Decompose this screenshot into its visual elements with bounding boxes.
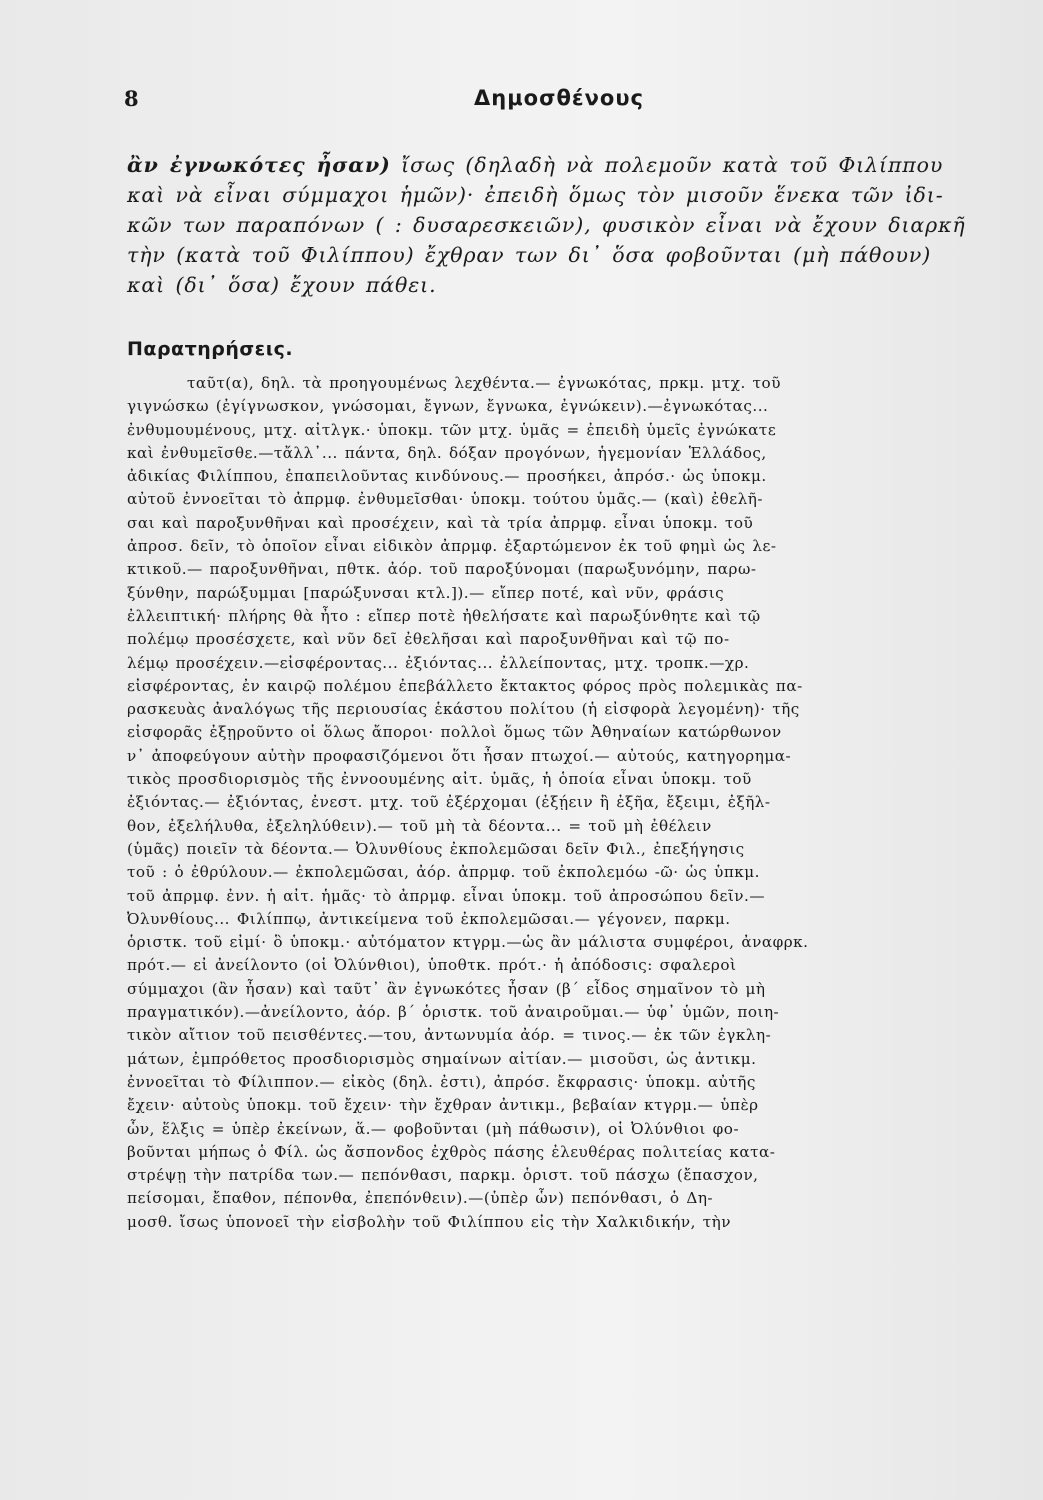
note-line: αὐτοῦ ἐννοεῖται τὸ ἀπρμφ. ἐνθυμεῖσθαι· ὑποκμ. τούτου ὑμᾶς.— (καὶ) ἐθελῆ- — [127, 490, 764, 509]
note-line: (ὑμᾶς) ποιεῖν τὰ δέοντα.— Ὀλυνθίους ἐκπολεμῶσαι δεῖν Φιλ., ἐπεξήγησις — [127, 839, 745, 858]
note-line: ἐνθυμουμένους, μτχ. αἰτλγκ.· ὑποκμ. τῶν μτχ. ὑμᾶς = ἐπειδὴ ὑμεῖς ἐγνώκατε — [127, 420, 777, 439]
note-line: τικὸς προσδιορισμὸς τῆς ἐννοουμένης αἰτ. ὑμᾶς, ἡ ὁποία εἶναι ὑποκμ. τοῦ — [127, 770, 752, 789]
note-line: μάτων, ἐμπρόθετος προσδιορισμὸς σημαίνων αἰτίαν.— μισοῦσι, ὡς ἀντικμ. — [127, 1049, 757, 1068]
note-line: κτικοῦ.— παροξυνθῆναι, πθτκ. ἀόρ. τοῦ παροξύνομαι (παρωξυνόμην, παρω- — [127, 560, 757, 579]
note-line: ἔχειν· αὐτοὺς ὑποκμ. τοῦ ἔχειν· τὴν ἔχθραν ἀντικμ., βεβαίαν κτγρμ.— ὑπὲρ — [127, 1096, 759, 1115]
note-line: μοσθ. ἴσως ὑπονοεῖ τὴν εἰσβολὴν τοῦ Φιλίππου εἰς τὴν Χαλκιδικήν, τὴν — [127, 1212, 731, 1231]
note-line: καὶ ἐνθυμεῖσθε.—τἄλλ᾽... πάντα, δηλ. δόξαν προγόνων, ἡγεμονίαν Ἑλλάδος, — [127, 443, 767, 462]
note-line: ρασκευὰς ἀναλόγως τῆς περιουσίας ἑκάστου πολίτου (ἡ εἰσφορὰ λεγομένη)· τῆς — [127, 700, 800, 719]
note-line: θον, ἐξελήλυθα, ἐξεληλύθειν).— τοῦ μὴ τὰ δέοντα... = τοῦ μὴ ἐθέλειν — [127, 816, 712, 835]
note-line: ἀδικίας Φιλίππου, ἐπαπειλοῦντας κινδύνους.— προσήκει, ἀπρόσ.· ὡς ὑποκμ. — [127, 467, 767, 486]
note-line: ὧν, ἕλξις = ὑπὲρ ἐκείνων, ἅ.— φοβοῦνται (μὴ πάθωσιν), οἱ Ὀλύνθιοι φο- — [127, 1119, 740, 1138]
note-line: ταῦτ(α), δηλ. τὰ προηγουμένως λεχθέντα.— ἐγνωκότας, πρκμ. μτχ. τοῦ — [187, 374, 781, 392]
note-line: τοῦ ἀπρμφ. ἐνν. ἡ αἰτ. ἡμᾶς· τὸ ἀπρμφ. εἶναι ὑποκμ. τοῦ ἀπροσώπου δεῖν.— — [127, 886, 766, 905]
note-line: πολέμῳ προσέσχετε, καὶ νῦν δεῖ ἐθελῆσαι καὶ παροξυνθῆναι καὶ τῷ πο- — [127, 630, 730, 649]
page-number: 8 — [124, 86, 139, 111]
text-line: καὶ (δι᾽ ὅσα) ἔχουν πάθει. — [127, 273, 437, 297]
text-span: ἴσως (δηλαδὴ νὰ πολεμοῦν κατὰ τοῦ Φιλίππου — [390, 153, 944, 177]
note-line: στρέψῃ τὴν πατρίδα των.— πεπόνθασι, παρκμ. ὁριστ. τοῦ πάσχω (ἔπασχον, — [127, 1166, 759, 1185]
section-heading: Παρατηρήσεις. — [127, 338, 294, 360]
note-line: σαι καὶ παροξυνθῆναι καὶ προσέχειν, καὶ τὰ τρία ἀπρμφ. εἶναι ὑποκμ. τοῦ — [127, 513, 754, 532]
text-line: τὴν (κατὰ τοῦ Φιλίππου) ἔχθραν των δι᾽ ὅσα φοβοῦνται (μὴ πάθουν) — [127, 243, 932, 267]
note-line: πείσομαι, ἔπαθον, πέπονθα, ἐπεπόνθειν).—(ὑπὲρ ὧν) πεπόνθασι, ὁ Δη- — [127, 1189, 714, 1208]
text-line: καὶ νὰ εἶναι σύμμαχοι ἡμῶν)· ἐπειδὴ ὅμως τὸν μισοῦν ἕνεκα τῶν ἰδι- — [127, 183, 944, 207]
text-line — [127, 150, 993, 180]
note-line: πρότ.— εἰ ἀνείλοντο (οἱ Ὀλύνθιοι), ὑποθτκ. πρότ.· ἡ ἀπόδοσις: σφαλεροὶ — [127, 956, 737, 975]
note-line: ἐννοεῖται τὸ Φίλιππον.— εἰκὸς (δηλ. ἐστι), ἀπρόσ. ἔκφρασις· ὑποκμ. αὐτῆς — [127, 1072, 756, 1091]
note-line: τοῦ : ὁ ἐθρύλουν.— ἐκπολεμῶσαι, ἀόρ. ἀπρμφ. τοῦ ἐκπολεμόω -ῶ· ὡς ὑπκμ. — [127, 863, 761, 882]
note-line: ἐλλειπτική· πλήρης θὰ ἦτο : εἴπερ ποτὲ ἠθελήσατε καὶ παρωξύνθητε καὶ τῷ — [127, 606, 761, 625]
note-line: πραγματικόν).—ἀνείλοντο, ἀόρ. β´ ὁριστκ. τοῦ ἀναιροῦμαι.— ὑφ᾽ ὑμῶν, ποιη- — [127, 1003, 780, 1022]
note-line: γιγνώσκω (ἐγίγνωσκον, γνώσομαι, ἔγνων, ἔγνωκα, ἐγνώκειν).—ἐγνωκότας... — [127, 397, 769, 416]
translation-paragraph — [127, 150, 993, 300]
note-line: εἰσφέροντας, ἐν καιρῷ πολέμου ἐπεβάλλετο ἔκτακτος φόρος πρὸς πολεμικὰς πα- — [127, 676, 803, 695]
note-line: βοῦνται μήπως ὁ Φίλ. ὡς ἄσπονδος ἐχθρὸς πάσης ἐλευθέρας πολιτείας κατα- — [127, 1142, 776, 1161]
note-line: ὁριστκ. τοῦ εἰμί· ὃ ὑποκμ.· αὐτόματον κτγρμ.—ὡς ἂν μάλιστα συμφέροι, ἀναφρκ. — [127, 933, 809, 952]
text-line: κῶν των παραπόνων ( : δυσαρεσκειῶν), φυσικὸν εἶναι νὰ ἔχουν διαρκῆ — [127, 213, 966, 237]
note-line: ν᾽ ἀποφεύγουν αὐτὴν προφασιζόμενοι ὅτι ἦσαν πτωχοί.— αὐτούς, κατηγορημα- — [127, 746, 792, 765]
page-header — [124, 86, 994, 116]
note-line: εἰσφορᾶς ἐξῃροῦντο οἱ ὅλως ἄποροι· πολλοὶ ὅμως τῶν Ἀθηναίων κατώρθωνον — [127, 723, 782, 742]
note-line: Ὀλυνθίους... Φιλίππῳ, ἀντικείμενα τοῦ ἐκπολεμῶσαι.— γέγονεν, παρκμ. — [127, 909, 731, 928]
note-line: ξύνθην, παρώξυμμαι [παρώξυνσαι κτλ.]).— εἴπερ ποτέ, καὶ νῦν, φράσις — [127, 583, 725, 602]
note-line: λέμῳ προσέχειν.—εἰσφέροντας... ἐξιόντας... ἐλλείποντας, μτχ. τροπκ.—χρ. — [127, 653, 750, 672]
notes-paragraph — [127, 372, 993, 1234]
note-line: σύμμαχοι (ἂν ἦσαν) καὶ ταῦτ᾽ ἂν ἐγνωκότες ἦσαν (β´ εἶδος σημαῖνον τὸ μὴ — [127, 979, 766, 998]
note-line: ἀπροσ. δεῖν, τὸ ὁποῖον εἶναι εἰδικὸν ἀπρμφ. ἐξαρτώμενον ἐκ τοῦ φημὶ ὡς λε- — [127, 537, 777, 556]
running-title: Δημοσθένους — [474, 86, 644, 110]
note-line: ἐξιόντας.— ἐξιόντας, ἐνεστ. μτχ. τοῦ ἐξέρχομαι (ἐξῄειν ἢ ἐξῆα, ἔξειμι, ἐξῆλ- — [127, 793, 771, 812]
lemma: ἂν ἐγνωκότες ἦσαν) — [127, 153, 391, 177]
note-line: τικὸν αἴτιον τοῦ πεισθέντες.—του, ἀντωνυμία ἀόρ. = τινος.— ἐκ τῶν ἐγκλη- — [127, 1026, 772, 1045]
